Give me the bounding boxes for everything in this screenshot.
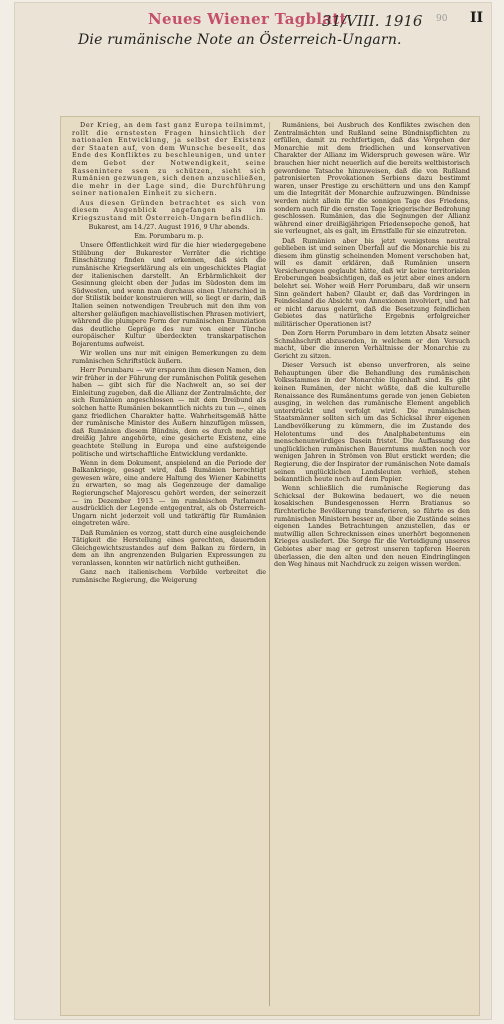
newspaper-masthead: Neues Wiener Tagblatt: [148, 10, 347, 28]
paragraph: Unsere Öffentlichkeit wird für die hier wiedergegebene Stilübung der Bukarester Verräter die richtige Einschätzung finden und erkennen, daß sich die rumänische Kriegserklärung als ein ungeschicktes Plagiat der italienischen darstellt. An Erbärmlichkeit der Gesinnung gleicht eben der Judas im Südosten dem im Südwesten, und wenn man durchaus einen Unterschied in der Stilistik beider konstruieren will, so liegt er darin, daß Italien seinen notwendigen Treubruch mit den ihm von altersher geläufigen machiavellistischen Phrasen motiviert, während die plumpere Form der rumänischen Enunziation das deutliche Gepräge des nur von einer Tünche europäischer Kultur überdeckten transkarpatischen Bojarentums aufweist.: [72, 241, 266, 348]
paragraph: Rumäniens, bei Ausbruch des Konfliktes zwischen den Zentralmächten und Rußland seine Bündnispflichten zu erfüllen, damit zu rechtfertigen, daß das Vorgehen der Monarchie mit dem friedlichen und konservativen Charakter der Allianz im Widerspruch gewesen wäre. Wir brauchen hier nicht neuerlich auf die bereits weltbistorisch gewordene Tatsache hinzuweisen, daß die von Rußland patronisierten Provokationen Serbiens dazu bestimmt waren, unser Prestige zu erschüttern und uns den Kampf um die Integrität der Monarchie aufzuzwingen. Bündnisse werden nicht allein für die sonnigen Tage des Friedens, sondern auch für die ernsten Tage kriegerischer Bedrohung geschlossen. Rumänien, das die Segnungen der Allianz während einer dreißigjährigen Friedensepoche genoß, hat sie verleugnet, als es galt, im Ernstfalle für sie einzutreten.: [274, 121, 470, 236]
paragraph: Daß Rumänien es vorzog, statt durch eine ausgleichende Tätigkeit die Herstellung eines gerechten, dauernden Gleichgewichtszustandes auf dem Balkan zu fördern, in dem an ihn angrenzenden Bulgarien Expressungen zu veranlassen, konnten wir natürlich nicht gutheißen.: [72, 528, 266, 567]
paragraph: Herr Porumbaru — wir ersparen ihm diesen Namen, den wir früher in der Führung der rumänischen Politik gesehen haben — gibt sich für die Nachwelt an, so sei der Einleitung zugeben, daß die Allianz der Zentralmächte, der sich Rumänien angeschlossen — mit dem Dreibund als solchen hatte Rumänien bekanntlich nichts zu tun —, einen ganz friedlichen Charakter hatte. Wahrheitsgemäß hätte der rumänische Minister des Äußern hinzufügen müssen, daß Rumänien diesem Bündnis, dem es durch mehr als dreißig Jahre angehörte, eine gesicherte Existenz, eine geachtete Stellung in Europa und eine aufsteigende politische und wirtschaftliche Entwicklung verdankte.: [72, 365, 266, 458]
paragraph: Der Krieg, an dem fast ganz Europa teilnimmt, rollt die ernstesten Fragen hinsichtlich der nationalen Entwicklung, ja selbst der Existenz der Staaten auf, von dem Wunsche beseelt, das Ende des Konfliktes zu beschleunigen, und unter dem Gebot der Notwendigkeit, seine Rassenintere ssen zu schützen, sieht sich Rumänien gezwungen, sich denen anzuschließen, die mehr in der Lage sind, die Durchführung seiner nationalen Einheit zu sichern.: [72, 121, 266, 198]
archive-sheet: [14, 2, 492, 1020]
newspaper-clipping: [60, 116, 480, 1016]
dateline: Bukarest, am 14./27. August 1916, 9 Uhr abends.: [88, 222, 250, 231]
article-left-column: [72, 122, 266, 586]
paragraph: Wenn in dem Dokument, anspielend an die Periode der Balkankriege, gesagt wird, daß Rumänien berechtigt gewesen wäre, eine andere Haltung des Wiener Kabinetts zu erwarten, so mag als Gegenzeuge der damalige Regierungschef Majorescu gehört werden, der seinerzeit — im Dezember 1913 — im rumänischen Parlament ausdrücklich der Legende entgegentrat, als ob Österreich-Ungarn nicht jederzeit voll und tatkräftig für Rumänien eingetreten wäre.: [72, 458, 266, 528]
paragraph: Dieser Versuch ist ebenso unverfroren, als seine Behauptungen über die Behandlung des rumänischen Volksstammes in der Monarchie lügenhaft sind. Es gibt keinen Rumänen, der nicht wüßte, daß die kulturelle Renaissance des Rumänentums gerade von jenen Gebieten ausging, in welchen das rumänische Element angeblich unterdrückt und verfolgt wird. Die rumänischen Staatsmänner sollten sich um das Schicksal ihrer eigenen Landbevölkerung zu kümmern, die im Zustande des Helotentums und des Analphabetentums ein menschenunwürdiges Dasein fristet. Die Auffassung des unglücklichen rumänischen Bauerntums mußten noch vor wenigen Jahren in Strömen von Blut erstickt werden; die Regierung, die der Inspirator der rumänischen Note damals seinen unglücklichen Landsleuten verhieß, stehen bekanntlich heute noch auf dem Papier.: [274, 361, 470, 484]
column-divider: [269, 122, 270, 1006]
handwritten-date: 31/VIII. 1916: [322, 12, 423, 30]
paragraph: Daß Rumänien aber bis jetzt wenigstens neutral geblieben ist und seinen Überfall auf die Monarchie bis zu diesem ihm günstig scheinenden Moment verschoben hat, will es damit erklären, daß Rumänien unsern Versicherungen geglaubt hätte, daß wir keine territorialen Eroberungen beabsichtigen, daß es jetzt aber eines andern belehrt sei. Woher weiß Herr Porumbaru, daß wir unsern Sinn geändert haben? Glaubt er, daß das Vordringen in Feindesland die Absicht von Annexionen involviert, und hat er nicht daraus gelernt, daß die Besetzung feindlichen Gebietes das natürliche Ergebnis erfolgreicher militärischer Operationen ist?: [274, 236, 470, 329]
paragraph: Aus diesen Gründen betrachtet es sich von diesem Augenblick angefangen als im Kriegszustand mit Österreich-Ungarn befindlich.: [72, 198, 266, 222]
paragraph: Den Zorn Herrn Porumbaro in dem letzten Absatz seiner Schmähschrift abzusenden, in welchem er den Versuch macht, über die inneren Verhältnisse der Monarchie zu Gericht zu sitzen.: [274, 329, 470, 360]
page-mark: 90: [436, 14, 448, 24]
paragraph: Wenn schließlich die rumänische Regierung das Schicksal der Bukowina bedauert, wo die neuen kosakischen Bundesgenossen Herrn Bratianus so fürchterliche Bevölkerung transferieren, so führte es den rumänischen Ministern besser an, über die Zustände seines eigenen Landes Betrachtungen anzustellen, das er mutwillig allen Schrecknissen eines unerhört begonnenen Krieges ausliefert. Die Sorge für die Verteidigung unseres Gebietes aber mag er getrost unseren tapferen Heeren überlassen, die den alten und den neuen Eindringlingen den Weg hinaus mit Nachdruck zu zeigen wissen werden.: [274, 484, 470, 569]
roman-numeral: II: [470, 10, 484, 26]
paragraph: Ganz nach italienischem Vorbilde verbreitet die rumänische Regierung, die Weigerung: [72, 568, 266, 584]
article-right-column: [274, 122, 470, 570]
handwritten-subtitle: Die rumänische Note an Österreich-Ungarn.: [78, 32, 402, 48]
paragraph: Wir wollen uns nur mit einigen Bemerkungen zu dem rumänischen Schriftstück äußern.: [72, 349, 266, 365]
sheet-header: [44, 8, 494, 64]
signature-line: Em. Porumbaru m. p.: [134, 232, 204, 241]
